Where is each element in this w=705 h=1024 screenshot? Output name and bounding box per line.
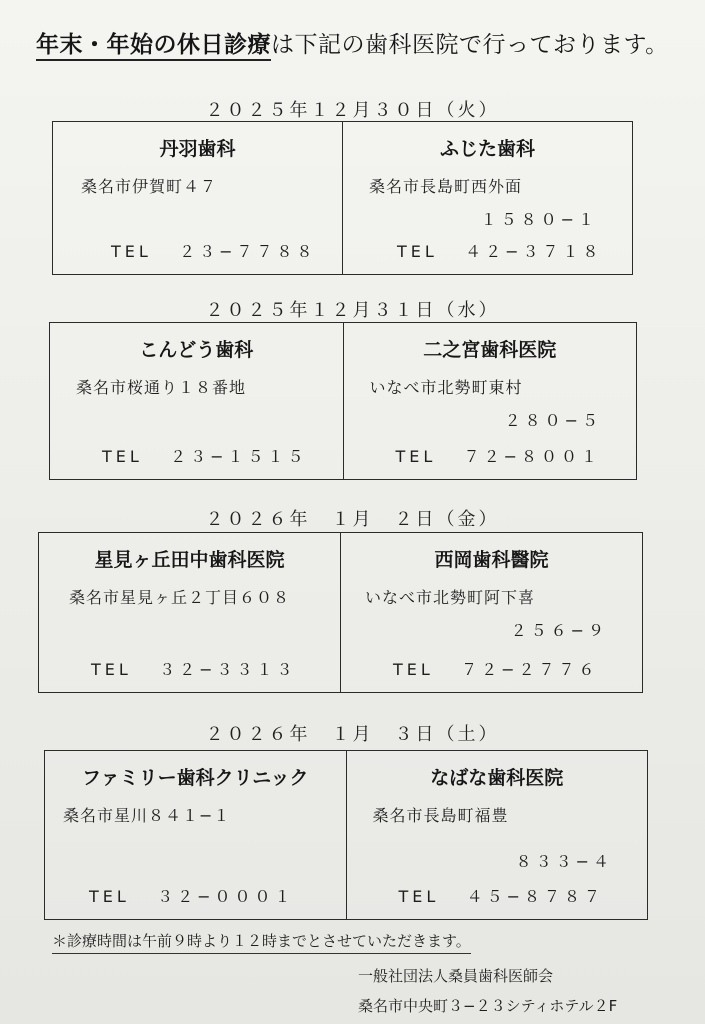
clinic-table-1 — [52, 121, 633, 275]
clinic-cell — [340, 533, 642, 692]
clinic-name: ふじた歯科 — [439, 138, 535, 160]
clinic-address-line2: ２５６−９ — [510, 621, 608, 640]
tel-number: ２３−１５１５ — [170, 447, 308, 466]
clinic-address-line2: １５８０−１ — [480, 210, 598, 229]
clinic-tel — [89, 884, 294, 907]
clinic-name: なばな歯科医院 — [430, 767, 564, 789]
clinic-address: 桑名市伊賀町４７ — [81, 177, 218, 196]
clinic-address: いなべ市北勢町阿下喜 — [365, 588, 536, 607]
consultation-hours-note: ＊診療時間は午前９時より１２時までとさせていただきます。 — [52, 930, 471, 954]
clinic-address: 桑名市長島町福豊 — [372, 806, 509, 825]
organization-address: 桑名市中央町３−２３シティホテル２F — [358, 997, 618, 1015]
notice-heading — [36, 26, 669, 59]
clinic-table-2 — [49, 322, 637, 480]
clinic-address: いなべ市北勢町東村 — [369, 378, 523, 397]
date-heading-4: ２０２６年 １月 ３日（土） — [205, 724, 500, 745]
clinic-tel — [393, 657, 598, 680]
clinic-name: 星見ヶ丘田中歯科医院 — [94, 549, 285, 571]
clinic-address: 桑名市星見ヶ丘２丁目６０８ — [69, 588, 291, 607]
clinic-address-line2: ８３３−４ — [515, 852, 613, 871]
tel-label: TEL — [397, 242, 438, 261]
tel-number: ４５−８７８７ — [466, 887, 604, 906]
clinic-cell — [343, 323, 637, 479]
clinic-name: 丹羽歯科 — [159, 138, 236, 160]
tel-label: TEL — [393, 660, 434, 679]
heading-rest: は下記の歯科医院で行っております。 — [271, 32, 669, 58]
clinic-address: 桑名市桜通り１８番地 — [76, 378, 247, 397]
organization-block — [358, 961, 617, 1021]
clinic-table-4 — [44, 750, 648, 920]
clinic-cell — [39, 533, 340, 692]
clinic-cell — [342, 122, 632, 274]
tel-label: TEL — [89, 887, 130, 906]
clinic-tel — [399, 884, 604, 907]
tel-label: TEL — [91, 660, 132, 679]
tel-label: TEL — [395, 447, 437, 466]
organization-name: 一般社団法人桑員歯科医師会 — [358, 967, 554, 985]
tel-label: TEL — [102, 447, 143, 466]
clinic-name: こんどう歯科 — [139, 339, 254, 361]
tel-label: TEL — [398, 887, 440, 906]
tel-number: ７２−８００１ — [463, 447, 601, 466]
clinic-name: ファミリー歯科クリニック — [82, 767, 309, 789]
date-heading-2: ２０２５年１２月３１日（水） — [205, 300, 500, 321]
clinic-cell — [45, 751, 346, 919]
clinic-name: 西岡歯科醫院 — [434, 549, 549, 571]
clinic-name: 二之宮歯科医院 — [423, 339, 557, 361]
clinic-cell — [50, 323, 343, 479]
clinic-address: 桑名市長島町西外面 — [369, 177, 523, 196]
tel-number: ７２−２７７６ — [461, 660, 599, 679]
clinic-address-line2: ２８０−５ — [504, 411, 602, 430]
date-heading-1: ２０２５年１２月３０日（火） — [205, 100, 500, 121]
clinic-address: 桑名市星川８４１−１ — [63, 806, 231, 825]
date-heading-3: ２０２６年 １月 ２日（金） — [205, 509, 500, 530]
clinic-tel — [111, 239, 316, 262]
clinic-cell — [346, 751, 648, 919]
tel-number: ２３−７７８８ — [179, 242, 317, 261]
clinic-tel — [397, 239, 602, 262]
clinic-tel — [102, 444, 307, 467]
clinic-tel — [91, 657, 296, 680]
tel-number: ４２−３７１８ — [465, 242, 603, 261]
clinic-cell — [53, 122, 342, 274]
tel-label: TEL — [111, 242, 152, 261]
heading-emphasis: 年末・年始の休日診療 — [36, 32, 271, 61]
tel-number: ３２−０００１ — [157, 887, 295, 906]
clinic-table-3 — [38, 532, 643, 693]
clinic-tel — [396, 444, 601, 467]
tel-number: ３２−３３１３ — [159, 660, 297, 679]
